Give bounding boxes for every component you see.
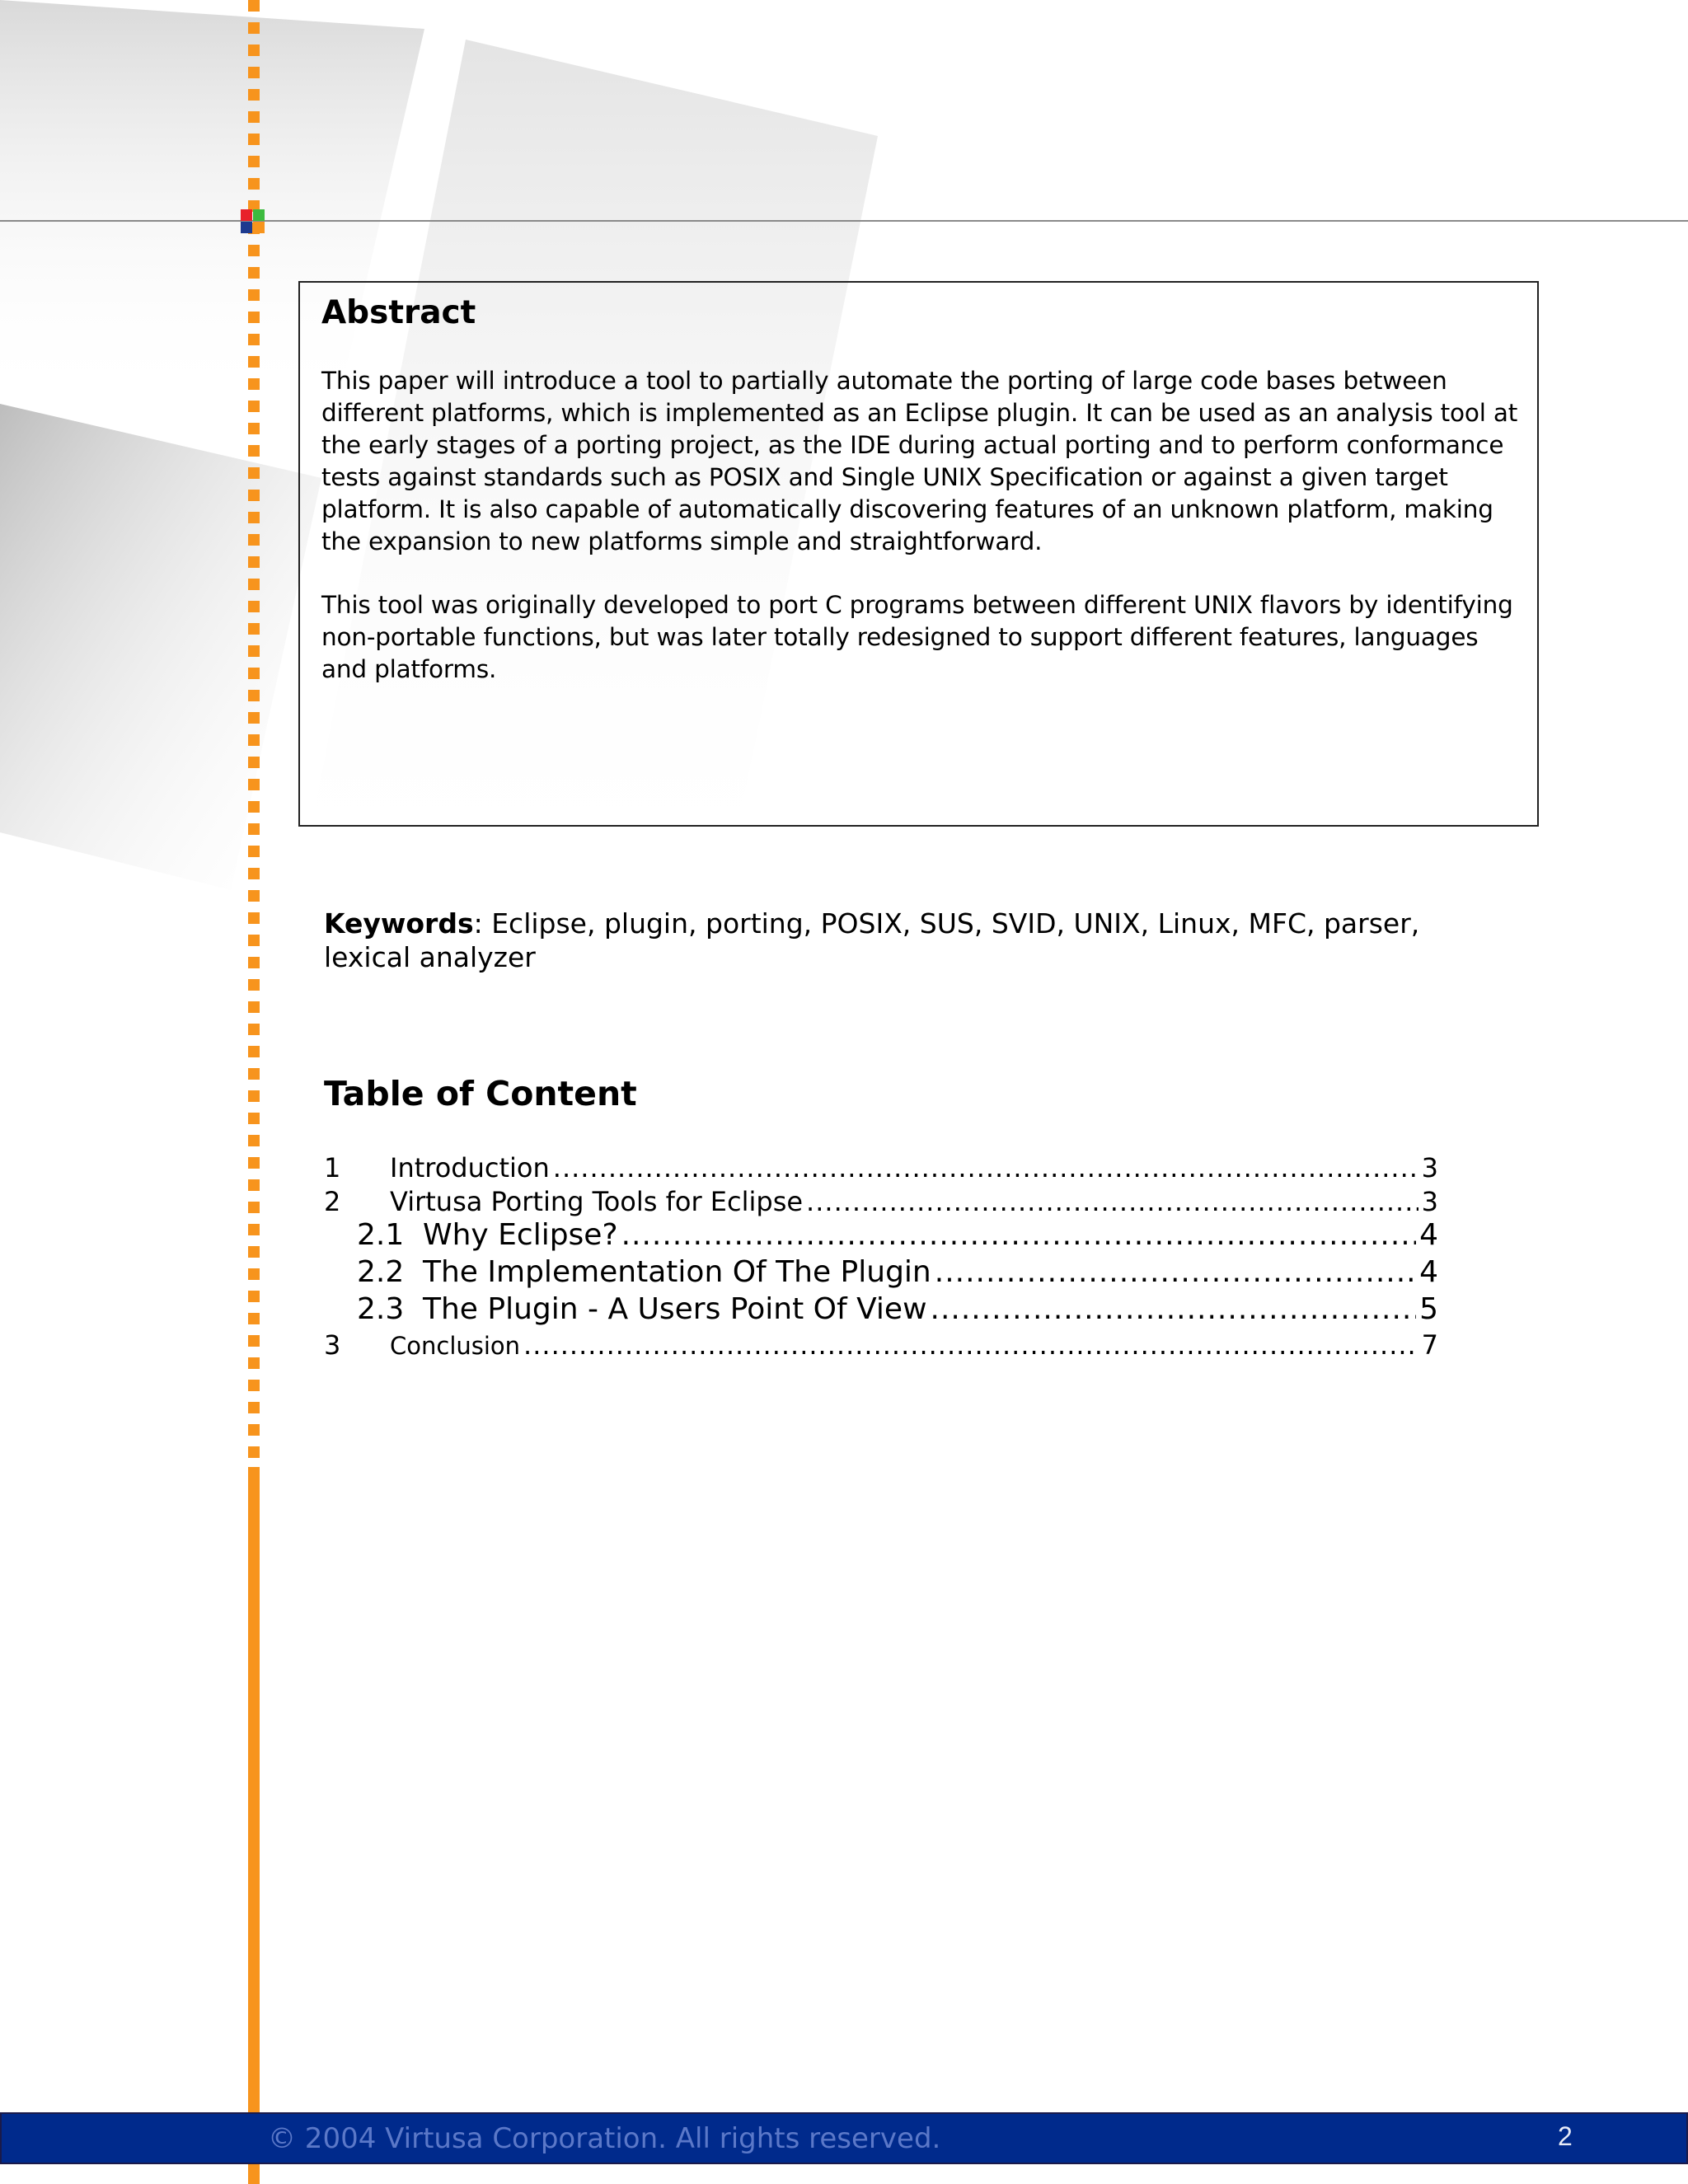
abstract-paragraph-1: This paper will introduce a tool to partially automate the porting of large code bases between different platforms, which is implemented as an Eclipse plugin. It can be used as an analysis tool at the early stages of a porting project, as the IDE during actual porting and to perform conformance tests against standards such as POSIX and Single UNIX Specification or against a given target platform. It is also capable of automatically discovering features of an unknown platform, making the expansion to new platforms simple and straightforward. [321, 367, 1518, 555]
toc-entry-title: The Implementation Of The Plugin [423, 1255, 931, 1289]
toc-leader-dots [806, 1186, 1418, 1217]
toc-entry-page: 4 [1419, 1218, 1438, 1252]
toc-entry-page: 5 [1419, 1292, 1438, 1326]
abstract-box [298, 281, 1539, 827]
toc-entry[interactable] [324, 1329, 1438, 1361]
green-square [253, 209, 265, 221]
red-square [241, 209, 252, 221]
keywords-label: Keywords [324, 907, 474, 940]
toc-entry[interactable] [357, 1218, 1438, 1252]
toc-leader-dots [621, 1218, 1417, 1252]
toc-leader-dots [935, 1255, 1416, 1289]
toc-entry[interactable] [357, 1292, 1438, 1326]
toc-entry-page: 3 [1421, 1186, 1438, 1217]
orange-solid-rule [248, 1467, 260, 2184]
toc-entry-number: 2.2 [357, 1255, 405, 1289]
keywords [324, 907, 1428, 974]
toc-entry-page: 7 [1421, 1329, 1438, 1361]
toc-entry-number: 2 [324, 1186, 341, 1217]
toc-entry-title: Why Eclipse? [423, 1218, 618, 1252]
footer-copyright: © 2004 Virtusa Corporation. All rights reserved. [268, 2122, 941, 2155]
toc-entry-title: The Plugin - A Users Point Of View [423, 1292, 927, 1326]
toc-title: Table of Content [324, 1074, 637, 1113]
page-number: 2 [1558, 2121, 1573, 2151]
toc-leader-dots [523, 1329, 1418, 1361]
toc-entry-title: Conclusion [390, 1332, 521, 1360]
toc-entry-page: 3 [1421, 1152, 1438, 1183]
logo-squares [241, 209, 267, 236]
toc-leader-dots [931, 1292, 1417, 1326]
orange-square [253, 222, 265, 233]
toc-entry-title: Virtusa Porting Tools for Eclipse [390, 1186, 804, 1217]
toc-entry-title: Introduction [390, 1152, 550, 1183]
toc-entry-number: 2.3 [357, 1292, 405, 1326]
toc-entry-page: 4 [1419, 1255, 1438, 1289]
toc-entry[interactable] [357, 1255, 1438, 1289]
toc-entry[interactable] [324, 1152, 1438, 1183]
blue-square [241, 222, 252, 233]
abstract-paragraph-2: This tool was originally developed to port C programs between different UNIX flavors by identifying non-portable functions, but was later totally redesigned to support different features, languages and platforms. [321, 591, 1513, 683]
toc-entry-number: 1 [324, 1152, 341, 1183]
keywords-text: : Eclipse, plugin, porting, POSIX, SUS, SVID, UNIX, Linux, MFC, parser, lexical analyzer [324, 907, 1420, 973]
abstract-title: Abstract [321, 294, 476, 331]
toc-entry-number: 3 [324, 1329, 341, 1361]
toc-leader-dots [553, 1152, 1418, 1183]
toc-entry[interactable] [324, 1186, 1438, 1217]
toc-entry-number: 2.1 [357, 1218, 405, 1252]
